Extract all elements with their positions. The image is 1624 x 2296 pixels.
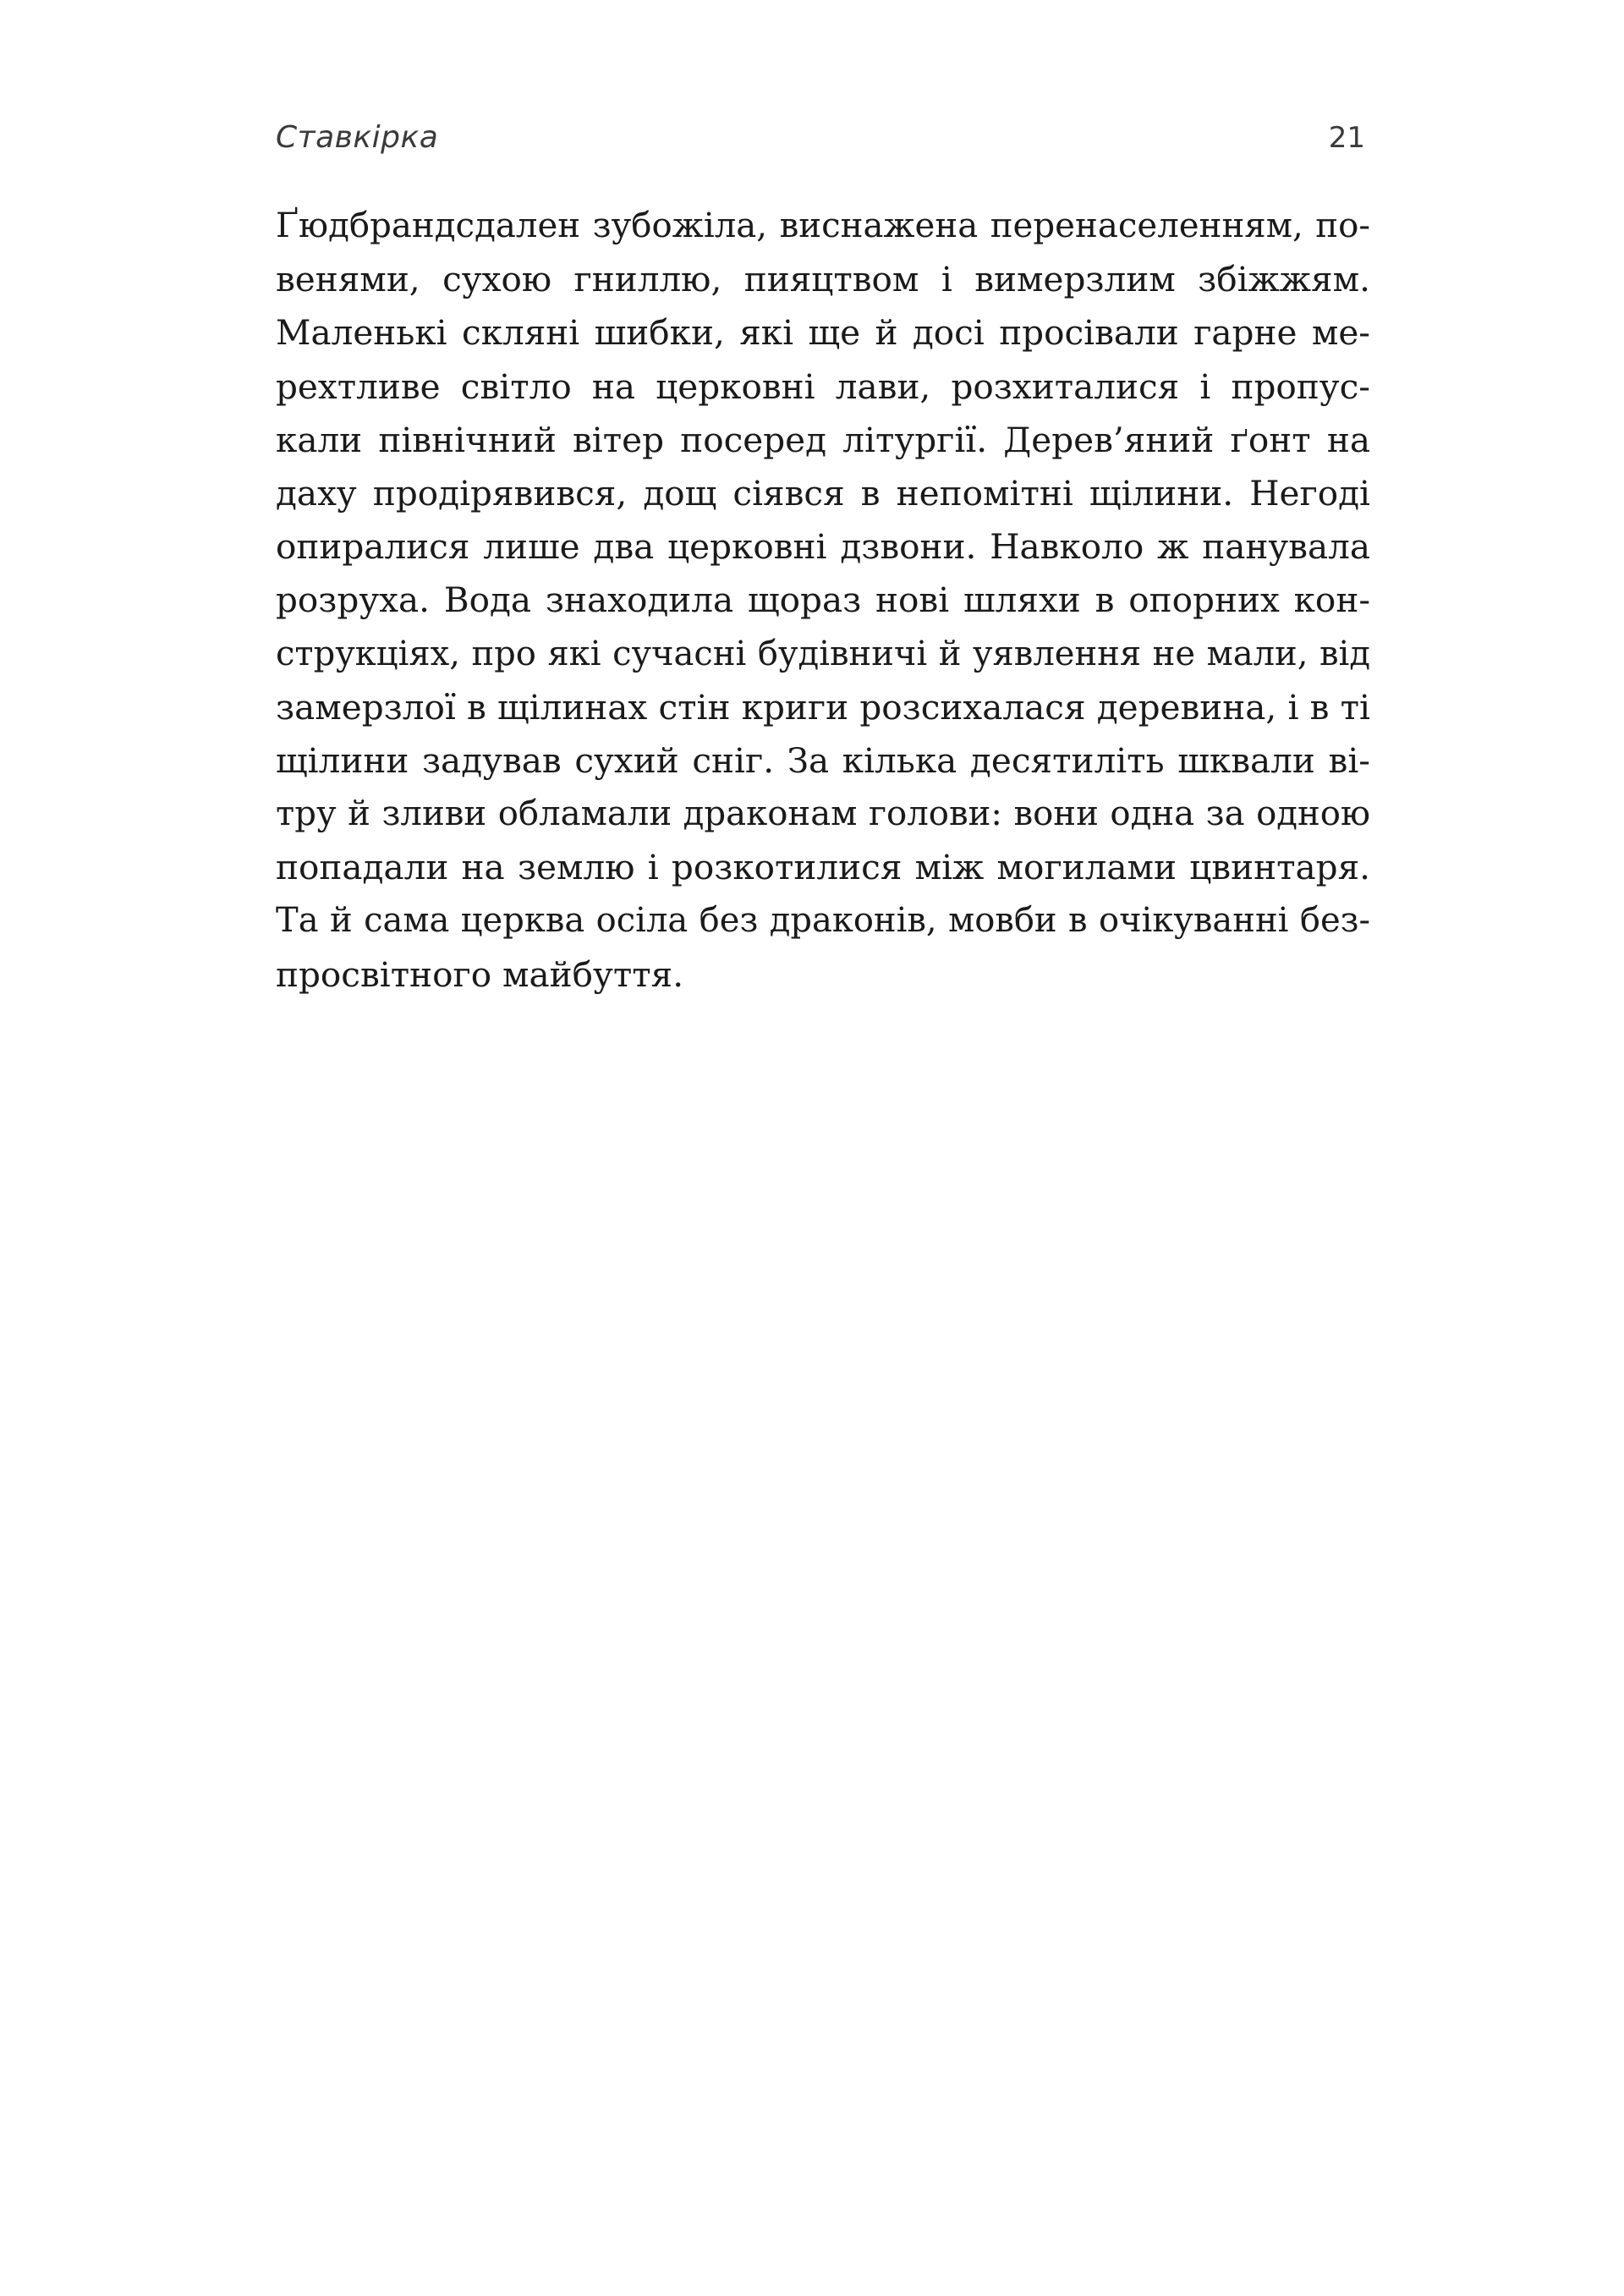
text-line: Ґюдбрандсдален зубожіла, виснажена перенаселенням, по- xyxy=(276,206,1370,245)
running-head-title: Ставкірка xyxy=(276,120,439,155)
text-line: Та й сама церква осіла без драконів, мовби в очікуванні без- xyxy=(276,901,1370,941)
text-line: даху продірявився, дощ сіявся в непомітні щілини. Негоді xyxy=(276,472,1370,514)
text-line: рехтливе світло на церковні лави, розхиталися і пропус- xyxy=(276,365,1370,407)
text-line: розруха. Вода знаходила щораз нові шляхи в опорних кон- xyxy=(276,579,1370,621)
text-line: струкціях, про які сучасні будівничі й уявлення не мали, від xyxy=(276,634,1370,673)
body-paragraph xyxy=(276,200,1370,1002)
text-line: опиралися лише два церковні дзвони. Навколо ж панувала xyxy=(276,526,1370,568)
text-line: тру й зливи обламали драконам голови: вони одна за одною xyxy=(276,794,1370,834)
text-line: попадали на землю і розкотилися між могилами цвинтаря. xyxy=(276,847,1370,888)
page-number: 21 xyxy=(1328,121,1365,155)
text-line: замерзлої в щілинах стін криги розсихалася деревина, і в ті xyxy=(276,686,1370,728)
running-head xyxy=(276,117,1365,164)
text-line: Маленькі скляні шибки, які ще й досі просівали гарне ме- xyxy=(276,312,1370,354)
text-line: щілини задував сухий сніг. За кілька десятиліть шквали ві- xyxy=(276,739,1370,781)
text-line: просвітного майбуття. xyxy=(276,953,684,995)
text-line: венями, сухою гниллю, пияцтвом і вимерзлим збіжжям. xyxy=(276,259,1370,300)
text-line: кали північний вітер посеред літургії. Дерев’яний ґонт на xyxy=(276,419,1370,460)
